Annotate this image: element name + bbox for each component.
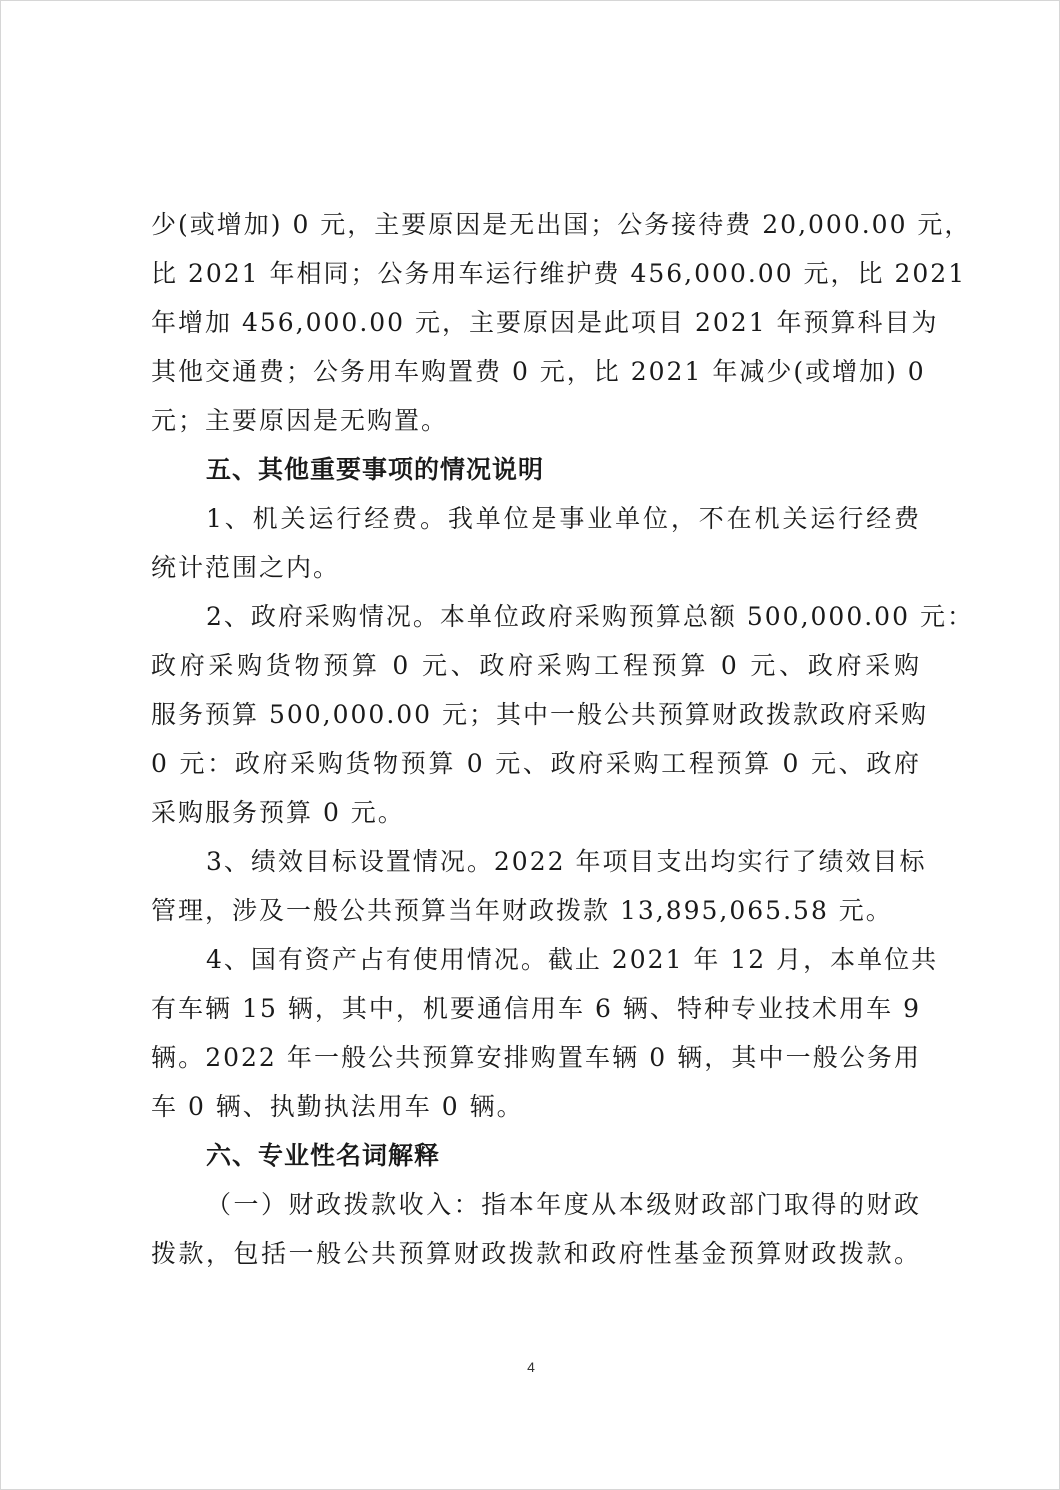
body-text-line: 少(或增加) 0 元，主要原因是无出国；公务接待费 20,000.00 元， — [151, 210, 972, 239]
body-text-line: 统计范围之内。 — [151, 553, 341, 582]
page-number: 4 — [527, 1359, 535, 1375]
section-heading-other-matters: 五、其他重要事项的情况说明 — [206, 455, 545, 484]
body-text-line: 年增加 456,000.00 元，主要原因是此项目 2021 年预算科目为 — [151, 308, 939, 337]
body-text-line: 其他交通费；公务用车购置费 0 元，比 2021 年减少(或增加) 0 — [151, 357, 926, 386]
body-text-line: 管理，涉及一般公共预算当年财政拨款 13,895,065.58 元。 — [151, 896, 893, 925]
body-text-line: 服务预算 500,000.00 元；其中一般公共预算财政拨款政府采购 — [151, 700, 929, 729]
body-text-line: 比 2021 年相同；公务用车运行维护费 456,000.00 元，比 2021 — [151, 259, 967, 288]
body-text-line: 4、国有资产占有使用情况。截止 2021 年 12 月，本单位共 — [206, 945, 939, 974]
body-text-line: 3、绩效目标设置情况。2022 年项目支出均实行了绩效目标 — [206, 847, 927, 876]
body-text-line: 拨款，包括一般公共预算财政拨款和政府性基金预算财政拨款。 — [151, 1239, 921, 1268]
body-text-line: 2、政府采购情况。本单位政府采购预算总额 500,000.00 元： — [206, 602, 974, 631]
body-text-line: 政府采购货物预算 0 元、政府采购工程预算 0 元、政府采购 — [151, 651, 921, 680]
body-text-line: 辆。2022 年一般公共预算安排购置车辆 0 辆，其中一般公务用 — [151, 1043, 921, 1072]
body-text-line: 0 元：政府采购货物预算 0 元、政府采购工程预算 0 元、政府 — [151, 749, 921, 778]
body-text-line: 元；主要原因是无购置。 — [151, 406, 449, 435]
body-text-line: 车 0 辆、执勤执法用车 0 辆。 — [151, 1092, 524, 1121]
body-text-line: 采购服务预算 0 元。 — [151, 798, 405, 827]
body-text-line: 1、机关运行经费。我单位是事业单位，不在机关运行经费 — [206, 504, 921, 533]
body-text-line: 有车辆 15 辆，其中，机要通信用车 6 辆、特种专业技术用车 9 — [151, 994, 921, 1023]
section-heading-terminology: 六、专业性名词解释 — [206, 1141, 441, 1170]
body-text-line: （一）财政拨款收入：指本年度从本级财政部门取得的财政 — [206, 1190, 921, 1219]
